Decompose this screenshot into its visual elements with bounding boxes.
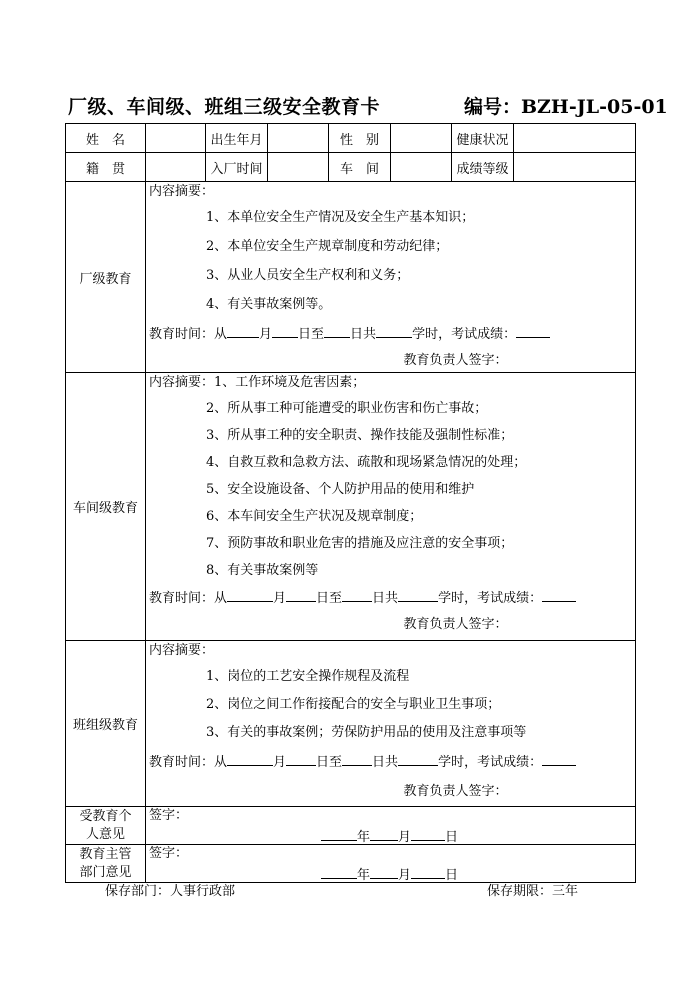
factory-item: 1、本单位安全生产情况及安全生产基本知识； [206,210,475,225]
day-blank[interactable] [411,864,445,879]
month-blank[interactable] [370,826,398,841]
day-text: 日 [445,868,459,883]
date-line [321,864,458,885]
day-text: 日 [445,830,459,845]
day-to-text: 日至 [316,591,343,606]
workshop-item: 7、预防事故和职业危害的措施及应注意的安全事项； [206,536,514,551]
workshop-summary: 内容摘要：1、工作环境及危害因素； [149,375,366,390]
team-item: 3、有关的事故案例；劳保防护用品的使用及注意事项等 [206,725,527,740]
day-total-text: 日共 [372,591,399,606]
birth-value[interactable] [268,124,329,153]
factory-label: 厂级教育 [66,182,146,373]
factory-content [146,182,636,373]
month-blank[interactable] [370,864,398,879]
grade-value[interactable] [514,153,636,182]
factory-item: 4、有关事故案例等。 [206,297,332,312]
workshop-item: 8、有关事故案例等 [206,563,319,578]
education-card-table [65,123,636,883]
hours-text: 学时，考试成绩： [412,327,517,342]
info-row-1 [66,124,636,153]
score-blank[interactable] [542,751,576,766]
start-month-blank[interactable] [227,751,273,766]
opinion-row-dept [66,845,636,883]
team-content [146,641,636,807]
factory-item: 2、本单位安全生产规章制度和劳动纪律； [206,239,449,254]
entry-date-value[interactable] [268,153,329,182]
birth-label: 出生年月 [206,124,268,153]
month-text: 月 [398,830,412,845]
team-signer: 教育负责人签字： [403,784,508,799]
dept-opinion-label [66,845,146,883]
time-prefix: 教育时间：从 [149,591,228,606]
score-blank[interactable] [542,587,576,602]
name-value[interactable] [146,124,206,153]
health-value[interactable] [514,124,636,153]
hours-text: 学时，考试成绩： [438,591,543,606]
workshop-section-label: 车间级教育 [66,373,146,641]
entry-date-label: 入厂时间 [206,153,268,182]
workshop-item: 3、所从事工种的安全职责、操作技能及强制性标准； [206,428,514,443]
factory-time-line [146,320,635,349]
team-section [66,641,636,807]
year-blank[interactable] [321,864,357,879]
day-to-text: 日至 [298,327,325,342]
grade-label: 成绩等级 [452,153,514,182]
team-item: 2、岗位之间工作衔接配合的安全与职业卫生事项； [206,697,501,712]
sign-label: 签字： [149,846,189,861]
team-time-line [146,747,635,779]
health-label: 健康状况 [452,124,514,153]
month-text: 月 [273,591,287,606]
year-blank[interactable] [321,826,357,841]
time-prefix: 教育时间：从 [149,755,228,770]
hours-text: 学时，考试成绩： [438,755,543,770]
month-text: 月 [273,755,287,770]
end-day-blank[interactable] [342,751,372,766]
hours-blank[interactable] [398,751,438,766]
personal-opinion-text: 受教育个人意见 [79,808,132,842]
gender-label: 性 别 [329,124,391,153]
year-text: 年 [357,868,371,883]
workshop-section [66,373,636,641]
end-day-blank[interactable] [342,587,372,602]
day-to-text: 日至 [316,755,343,770]
score-blank[interactable] [516,323,550,338]
team-item: 1、岗位的工艺安全操作规程及流程 [206,669,410,684]
team-label: 班组级教育 [66,641,146,807]
info-row-2 [66,153,636,182]
day-total-text: 日共 [350,327,377,342]
workshop-time-line [146,584,635,613]
month-text: 月 [398,868,412,883]
storage-dept: 保存部门：人事行政部 [105,884,236,899]
start-day-blank[interactable] [272,323,298,338]
origin-value[interactable] [146,153,206,182]
hours-blank[interactable] [398,587,438,602]
factory-item: 3、从业人员安全生产权利和义务； [206,268,410,283]
end-day-blank[interactable] [324,323,350,338]
name-label: 姓 名 [66,124,146,153]
team-summary: 内容摘要： [149,643,215,658]
card-title: 厂级、车间级、班组三级安全教育卡 [68,96,381,118]
workshop-item: 5、安全设施设备、个人防护用品的使用和维护 [206,482,475,497]
start-day-blank[interactable] [286,751,316,766]
day-total-text: 日共 [372,755,399,770]
year-text: 年 [357,830,371,845]
workshop-signer: 教育负责人签字： [403,617,508,632]
workshop-content [146,373,636,641]
gender-value[interactable] [391,124,452,153]
storage-period: 保存期限：三年 [487,884,579,899]
workshop-value[interactable] [391,153,452,182]
start-day-blank[interactable] [286,587,316,602]
hours-blank[interactable] [376,323,412,338]
factory-summary: 内容摘要： [149,184,215,199]
opinion-row-personal [66,807,636,845]
sign-label: 签字： [149,808,189,823]
factory-section [66,182,636,373]
day-blank[interactable] [411,826,445,841]
personal-opinion-label [66,807,146,845]
origin-label: 籍 贯 [66,153,146,182]
time-prefix: 教育时间：从 [149,327,228,342]
workshop-item: 6、本车间安全生产状况及规章制度； [206,509,423,524]
workshop-label: 车 间 [329,153,391,182]
dept-opinion-text: 教育主管部门意见 [79,846,132,880]
dept-opinion-content[interactable] [146,845,636,883]
start-month-blank[interactable] [227,323,259,338]
personal-opinion-content[interactable] [146,807,636,845]
month-text: 月 [259,327,273,342]
workshop-item: 4、自救互救和急救方法、疏散和现场紧急情况的处理； [206,455,527,470]
factory-signer: 教育负责人签字： [403,353,508,368]
start-month-blank[interactable] [227,587,273,602]
workshop-item: 2、所从事工种可能遭受的职业伤害和伤亡事故； [206,401,488,416]
card-code: 编号：BZH-JL-05-01 [464,96,668,118]
